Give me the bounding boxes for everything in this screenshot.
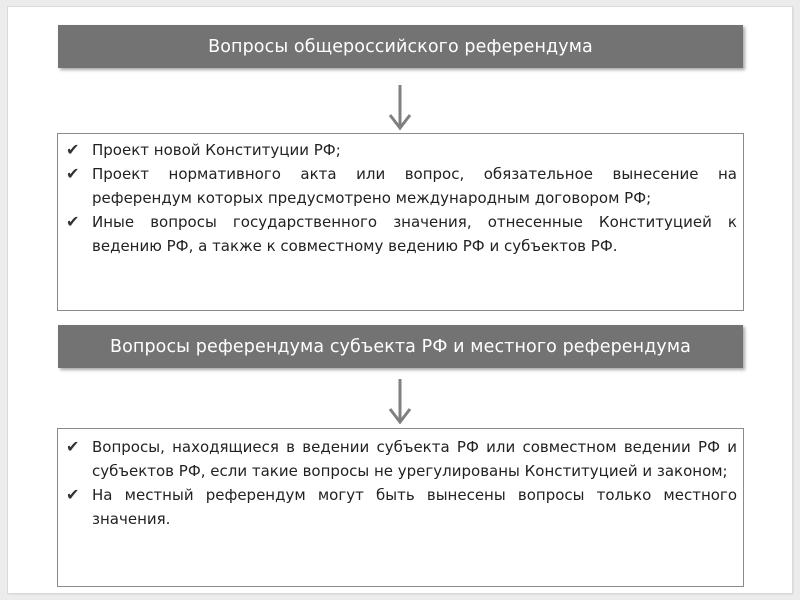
checkmark-icon: ✔ bbox=[66, 437, 80, 456]
section-header-federal-referendum bbox=[58, 25, 743, 68]
arrow-down-icon bbox=[388, 83, 412, 131]
checkmark-icon: ✔ bbox=[66, 140, 80, 159]
regional-local-referendum-questions-box bbox=[57, 428, 744, 587]
list-item: ✔ Проект новой Конституции РФ; bbox=[64, 138, 737, 162]
list-item: ✔ Иные вопросы государственного значения, отнесенные Конституцией к ведению РФ, а также к совместному ведению РФ и субъектов РФ. bbox=[66, 212, 737, 255]
question-list bbox=[64, 138, 737, 258]
list-item: ✔ Вопросы, находящиеся в ведении субъекта РФ или совместном ведении РФ и субъектов РФ, если такие вопросы не урегулированы Конституцией и законом; bbox=[66, 437, 737, 480]
checkmark-icon: ✔ bbox=[66, 485, 80, 504]
federal-referendum-questions-box bbox=[57, 133, 744, 311]
section-title: Вопросы общероссийского референдума bbox=[208, 36, 593, 57]
question-list bbox=[64, 435, 737, 531]
list-item: ✔ Проект нормативного акта или вопрос, обязательное вынесение на референдум которых предусмотрено международным договором РФ; bbox=[66, 164, 737, 207]
section-header-regional-local-referendum bbox=[58, 325, 743, 368]
checkmark-icon: ✔ bbox=[66, 212, 80, 231]
section-title: Вопросы референдума субъекта РФ и местного референдума bbox=[109, 336, 691, 357]
arrow-down-icon bbox=[388, 377, 412, 425]
checkmark-icon: ✔ bbox=[66, 164, 80, 183]
list-item: ✔ На местный референдум могут быть вынесены вопросы только местного значения. bbox=[66, 485, 737, 528]
